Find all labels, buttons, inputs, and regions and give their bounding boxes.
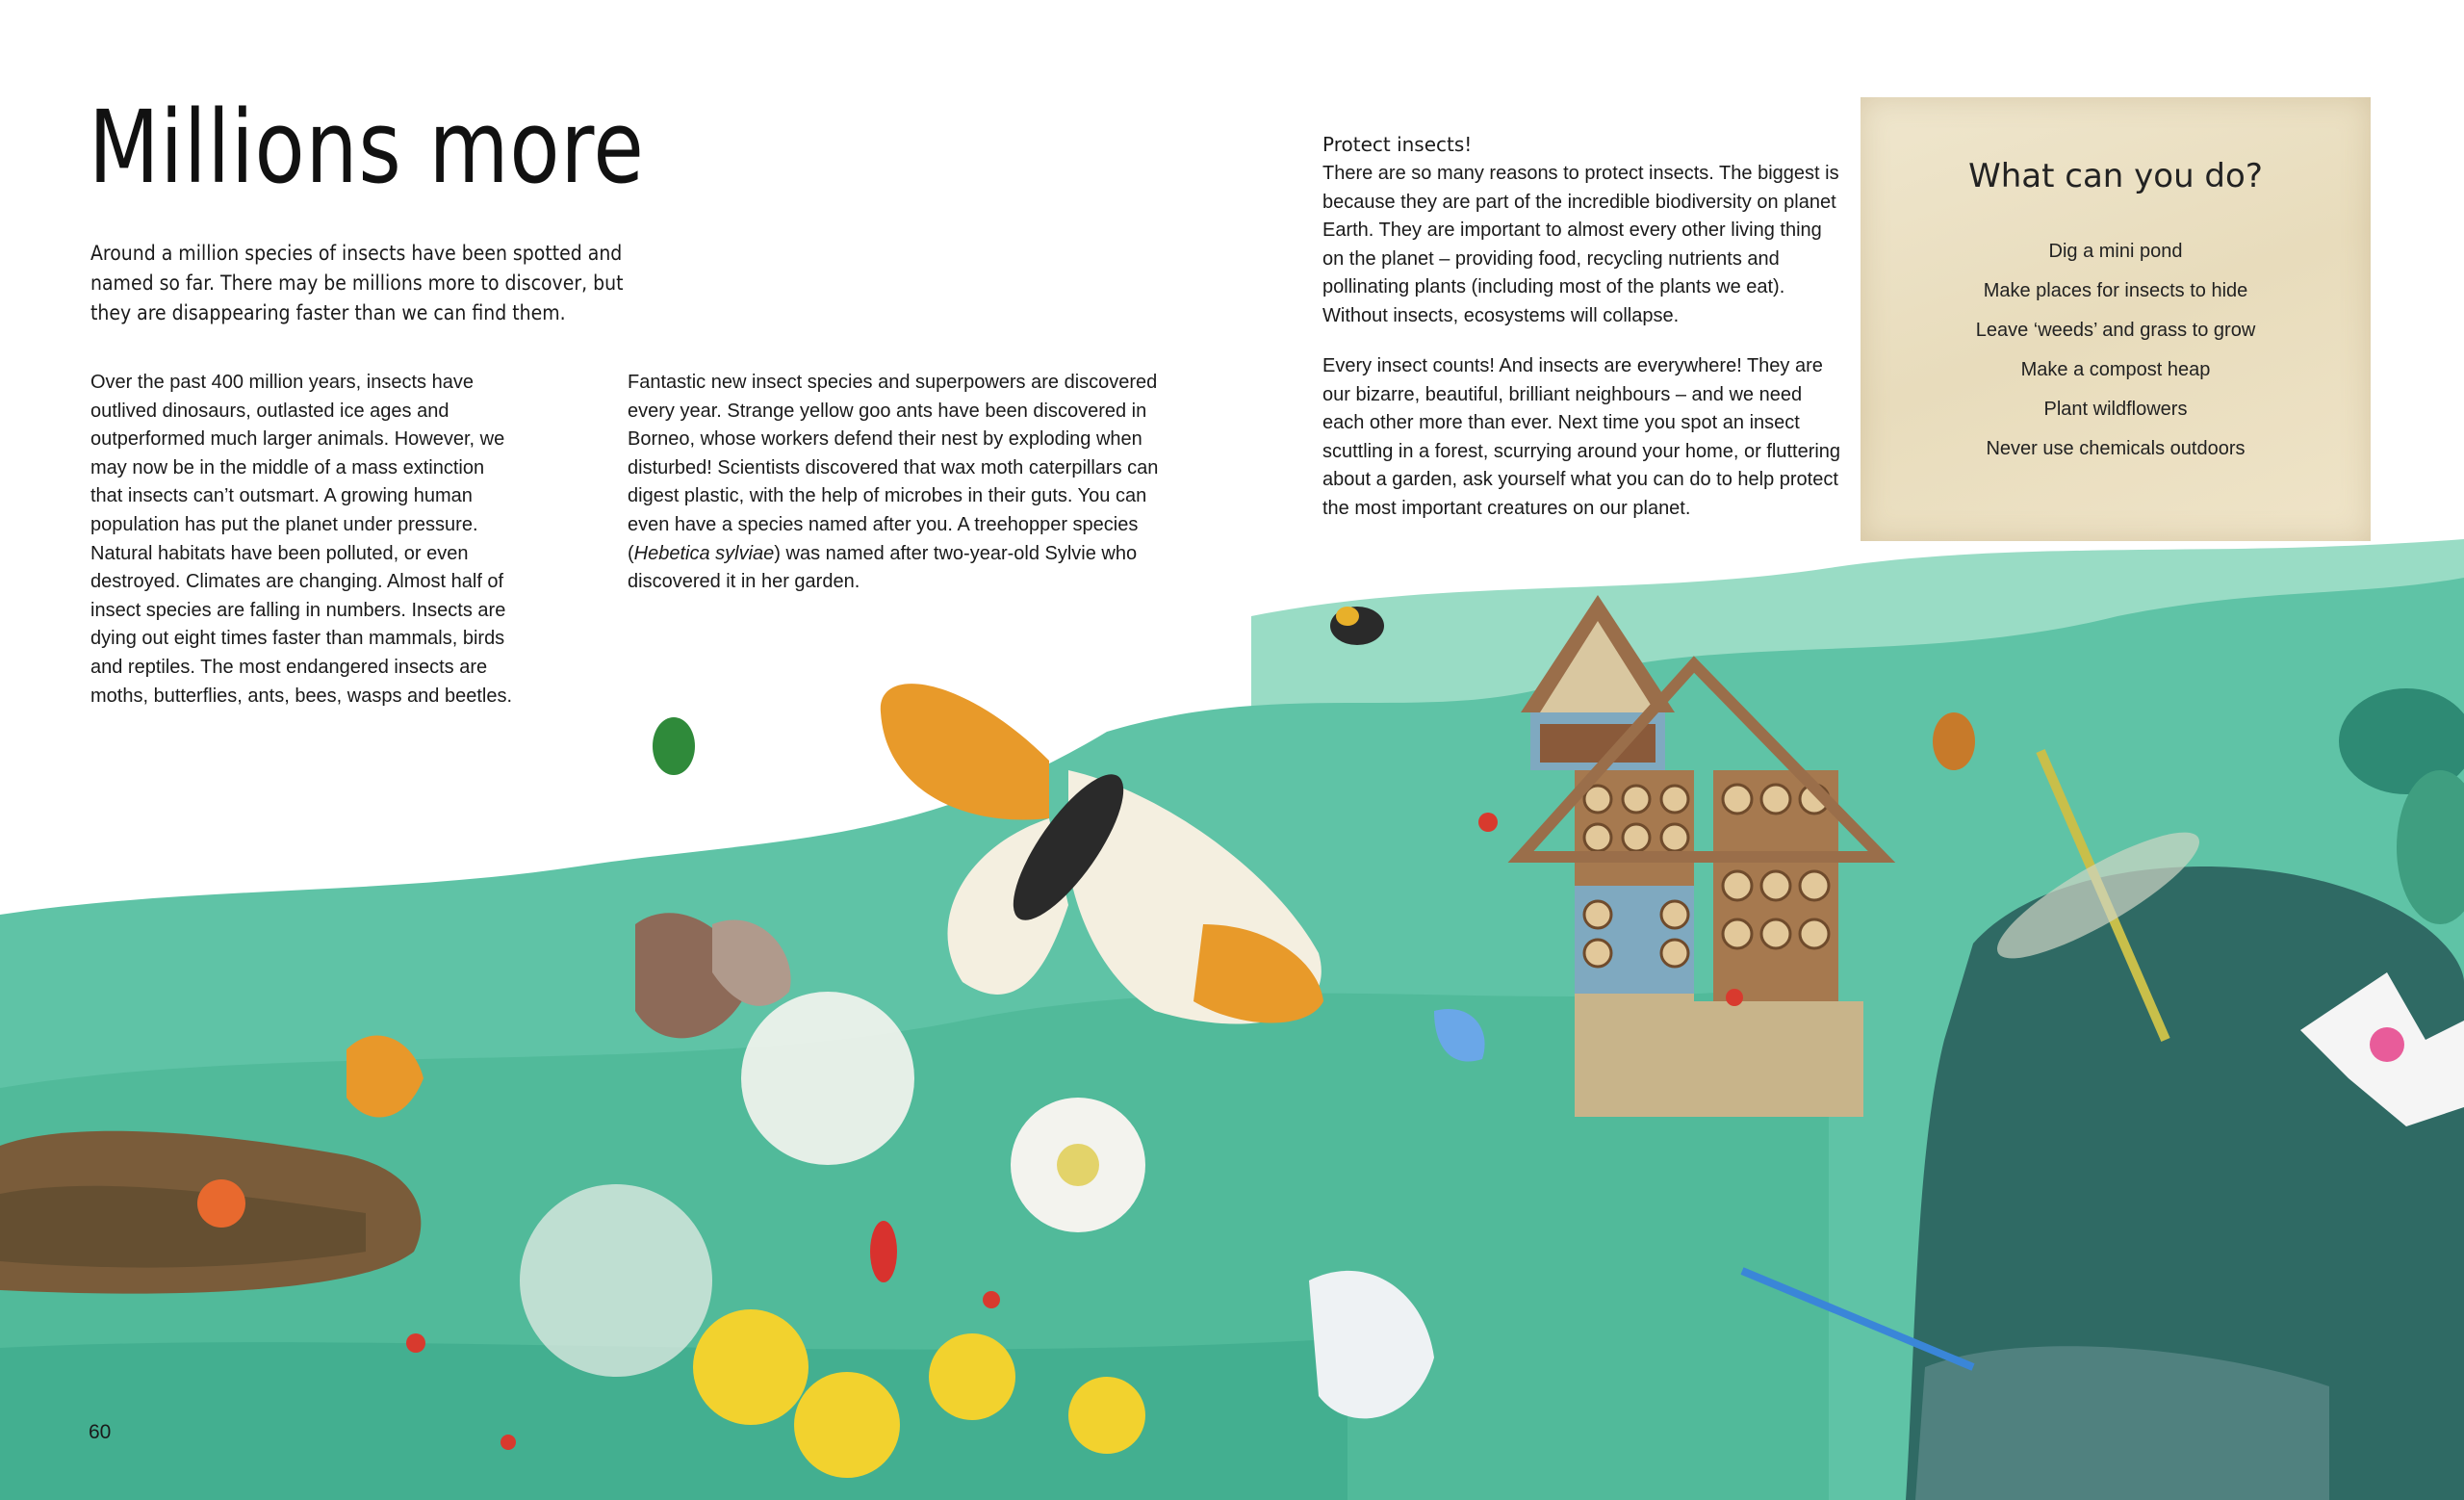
action-item: Plant wildflowers (2043, 399, 2188, 420)
column1-paragraph: Over the past 400 million years, insects have outlived dinosaurs, outlasted ice ages and outperformed much larger animals. However, we may now be in the middle of a mass extinction that insects can’t outsmart. A growing human population has put the planet under pressure. Natural habitats have been polluted, or even destroyed. Climates are changing. Almost half of insect species are falling in numbers. Insects are dying out eight times faster than mammals, birds and reptiles. The most endangered insects are moths, butterflies, ants, bees, wasps and beetles. (90, 372, 513, 707)
page-number: 60 (89, 1421, 112, 1443)
column2-text-b: ) was named after two-year-old Sylvie who discovered it in her garden. (628, 542, 1138, 593)
action-item: Dig a mini pond (2048, 241, 2183, 262)
action-item: Never use chemicals outdoors (1986, 438, 2246, 459)
what-can-you-do-panel (1861, 97, 2371, 541)
action-item: Leave ‘weeds’ and grass to grow (1975, 320, 2256, 341)
protect-paragraph-2: Every insect counts! And insects are everywhere! They are our bizarre, beautiful, brilliant neighbours – and we need each other more than ever. Next time you spot an insect scuttling in a forest, scurrying around your home, or fluttering about a garden, ask yourself what you can do to help protect the most important creatures on our planet. (1322, 355, 1841, 519)
bumblebee (1330, 607, 1384, 645)
column2-paragraph (628, 369, 1167, 597)
action-item: Make a compost heap (2020, 359, 2211, 380)
intro-paragraph: Around a million species of insects have been spotted and named so far. There may be millions more to discover, but they are disappearing faster than we can find them. (90, 242, 624, 324)
page-title: Millions more (89, 89, 645, 206)
green-beetle (653, 717, 695, 775)
action-item: Make places for insects to hide (1983, 280, 2248, 301)
dandelion-clock (741, 992, 914, 1165)
column2-text-a: Fantastic new insect species and superpowers are discovered every year. Strange yellow goo ants have been discovered in Borneo, whose workers defend their nest by exploding when disturbed! Scientists discovered that wax moth caterpillars can digest plastic, with the help of microbes in their guts. You can even have a species named after you. A treehopper species ( (628, 372, 1159, 564)
protect-heading: Protect insects! (1322, 133, 1473, 156)
protect-paragraph-1: There are so many reasons to protect insects. The biggest is because they are part of the incredible biodiversity on planet Earth. They are important to almost every other living thing on the planet – providing food, recycling nutrients and pollinating plants (including most of the plants we eat). Without insects, ecosystems will collapse. (1322, 163, 1839, 326)
bee-right (1933, 712, 1975, 770)
action-list (1861, 232, 2371, 469)
red-beetle (870, 1221, 897, 1282)
species-name: Hebetica sylviae (633, 542, 775, 564)
panel-title: What can you do? (1968, 157, 2263, 195)
white-flower (1011, 1098, 1145, 1232)
